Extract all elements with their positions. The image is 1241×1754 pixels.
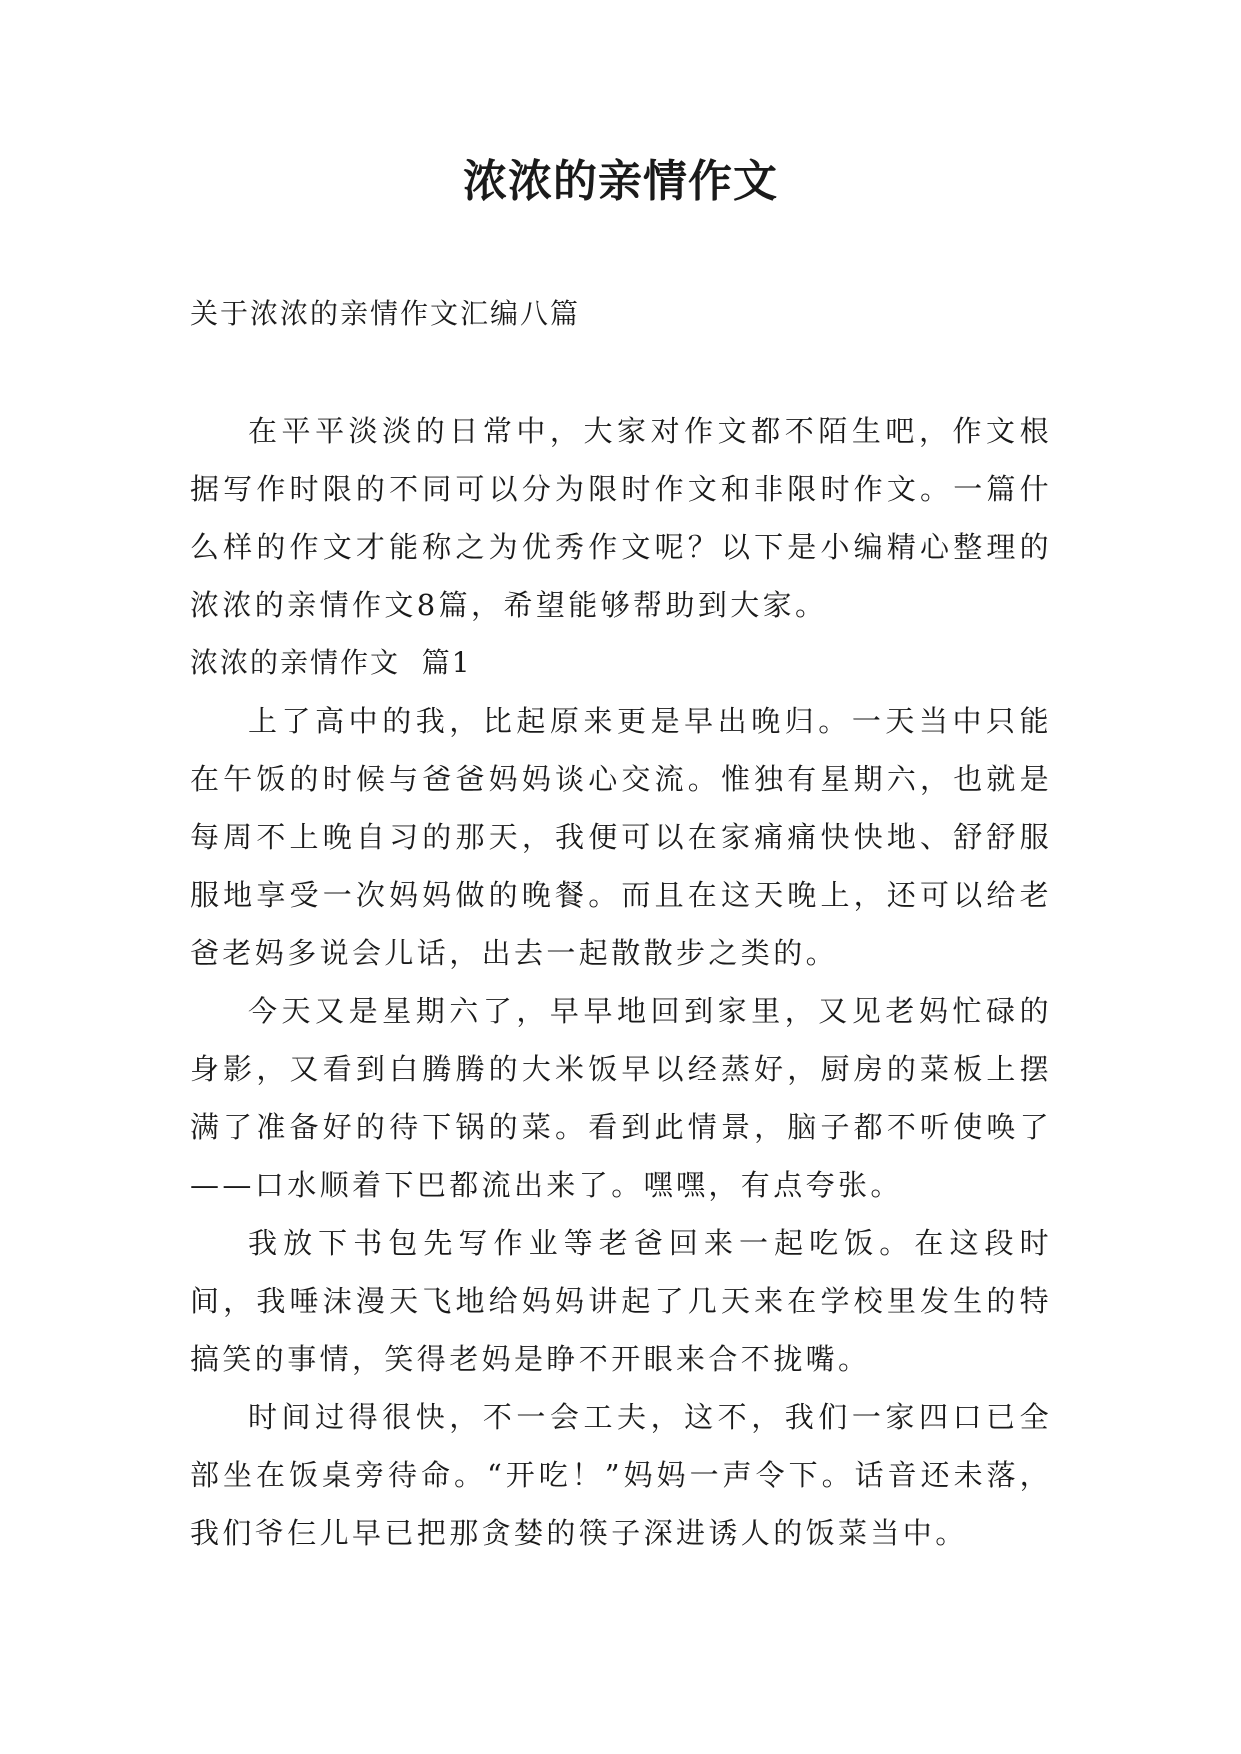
body-paragraph: 时间过得很快，不一会工夫，这不，我们一家四口已全部坐在饭桌旁待命。“开吃！”妈妈一声令下。话音还未落，我们爷仨儿早已把那贪婪的筷子深进诱人的饭菜当中。 xyxy=(190,1400,1052,1550)
intro-paragraph: 在平平淡淡的日常中，大家对作文都不陌生吧，作文根据写作时限的不同可以分为限时作文和非限时作文。一篇什么样的作文才能称之为优秀作文呢？以下是小编精心整理的浓浓的亲情作文8篇，希望能够帮助到大家。 xyxy=(190,414,1052,622)
document-body xyxy=(190,402,1052,1562)
body-paragraph: 上了高中的我，比起原来更是早出晚归。一天当中只能在午饭的时候与爸爸妈妈谈心交流。惟独有星期六，也就是每周不上晚自习的那天，我便可以在家痛痛快快地、舒舒服服地享受一次妈妈做的晚餐。而且在这天晚上，还可以给老爸老妈多说会儿话，出去一起散散步之类的。 xyxy=(190,704,1052,970)
document-subtitle: 关于浓浓的亲情作文汇编八篇 xyxy=(190,297,581,330)
body-paragraph: 我放下书包先写作业等老爸回来一起吃饭。在这段时间，我唾沫漫天飞地给妈妈讲起了几天来在学校里发生的特搞笑的事情，笑得老妈是睁不开眼来合不拢嘴。 xyxy=(190,1226,1052,1376)
section-heading: 浓浓的亲情作文 篇1 xyxy=(190,646,472,679)
body-paragraph: 今天又是星期六了，早早地回到家里，又见老妈忙碌的身影，又看到白腾腾的大米饭早以经蒸好，厨房的菜板上摆满了准备好的待下锅的菜。看到此情景，脑子都不听使唤了——口水顺着下巴都流出来了。嘿嘿，有点夸张。 xyxy=(190,994,1052,1202)
page-title: 浓浓的亲情作文 xyxy=(463,156,778,207)
